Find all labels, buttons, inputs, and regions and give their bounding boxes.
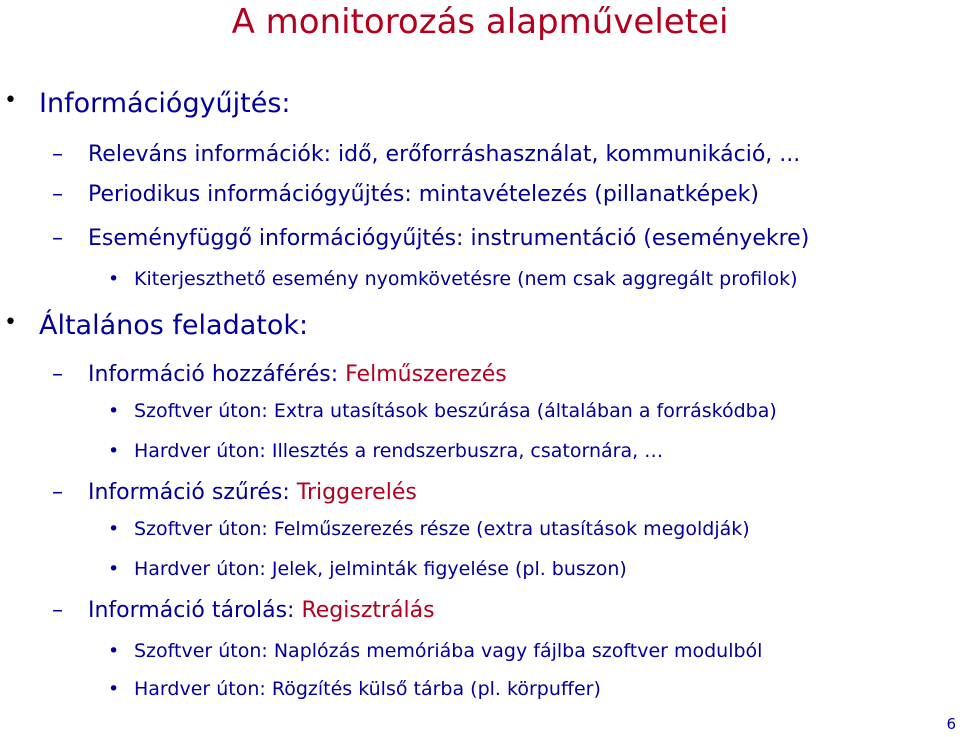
subitem-text	[88, 480, 417, 505]
subitem-text: Periodikus információgyűjtés: mintavételezés (pillanatképek)	[88, 182, 759, 207]
bullet-dot-icon: •	[108, 268, 120, 290]
subitem-text	[88, 362, 507, 387]
dash-icon: –	[52, 598, 63, 623]
detail-text: Hardver úton: Jelek, jelminták figyelése (pl. buszon)	[134, 558, 627, 580]
bullet-dot-icon: •	[108, 440, 120, 462]
dash-icon: –	[52, 182, 63, 207]
subitem-highlight: Triggerelés	[296, 480, 417, 505]
bullet-dot-icon: •	[108, 640, 120, 662]
subitem-label: Információ tárolás:	[88, 598, 302, 623]
dash-icon: –	[52, 362, 63, 387]
subitem-label: Információ hozzáférés:	[88, 362, 346, 387]
bullet-text: Információgyűjtés:	[39, 88, 291, 119]
subitem-label: Információ szűrés:	[88, 480, 297, 505]
bullet-text: Általános feladatok:	[39, 310, 309, 341]
slide-title: A monitorozás alapműveletei	[231, 2, 729, 42]
detail-text: Szoftver úton: Naplózás memóriába vagy fájlba szoftver modulból	[134, 640, 763, 662]
dash-icon: –	[52, 226, 63, 251]
bullet-dot-icon: •	[108, 558, 120, 580]
bullet-dot-icon: •	[4, 88, 17, 113]
detail-text: Hardver úton: Rögzítés külső tárba (pl. körpuffer)	[134, 678, 601, 700]
detail-text: Szoftver úton: Felműszerezés része (extra utasítások megoldják)	[134, 518, 750, 540]
bullet-dot-icon: •	[108, 400, 120, 422]
subitem-text: Eseményfüggő információgyűjtés: instrumentáció (eseményekre)	[88, 226, 810, 251]
subitem-highlight: Regisztrálás	[301, 598, 435, 623]
subitem-text: Releváns információk: idő, erőforráshasználat, kommunikáció, ...	[88, 142, 801, 167]
bullet-dot-icon: •	[108, 678, 120, 700]
page-number: 6	[946, 715, 956, 733]
subitem-highlight: Felműszerezés	[345, 362, 507, 387]
bullet-dot-icon: •	[108, 518, 120, 540]
detail-text: Hardver úton: Illesztés a rendszerbuszra, csatornára, …	[134, 440, 664, 462]
dash-icon: –	[52, 480, 63, 505]
detail-text: Kiterjeszthető esemény nyomkövetésre (nem csak aggregált profilok)	[134, 268, 798, 290]
detail-text: Szoftver úton: Extra utasítások beszúrása (általában a forráskódba)	[134, 400, 777, 422]
bullet-dot-icon: •	[4, 310, 17, 335]
dash-icon: –	[52, 142, 63, 167]
subitem-text	[88, 598, 435, 623]
